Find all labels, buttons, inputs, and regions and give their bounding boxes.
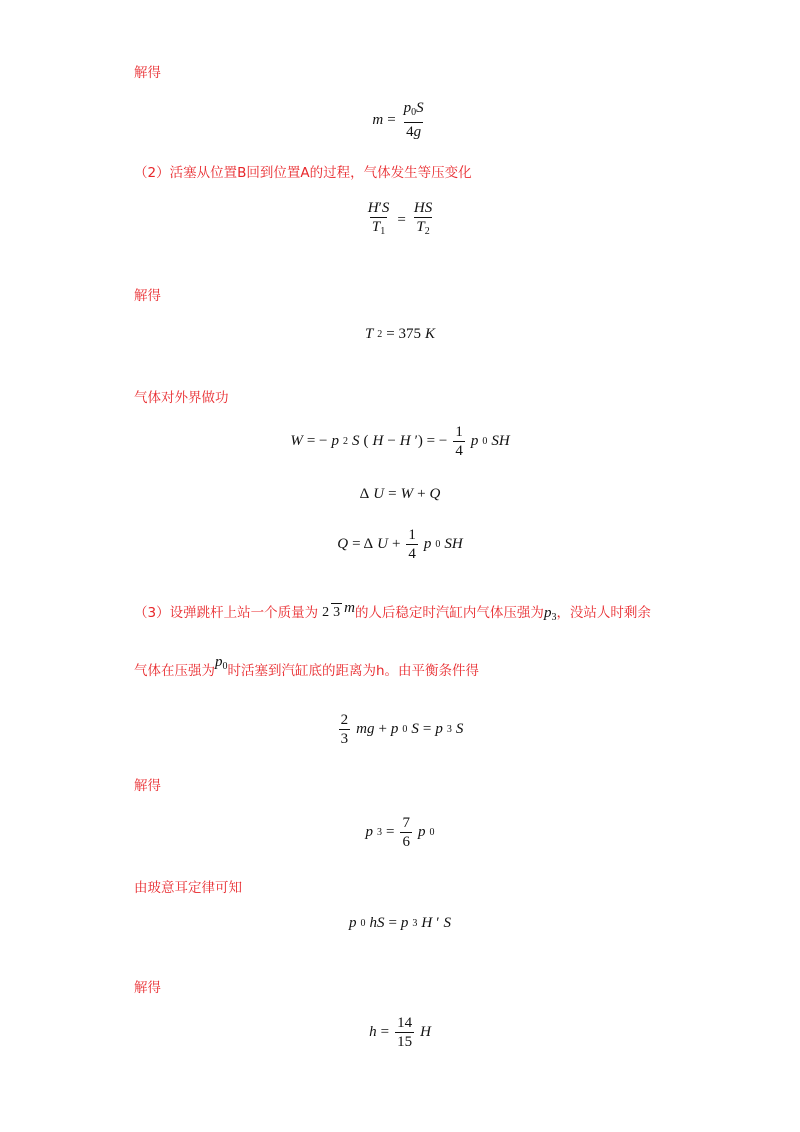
equation-boyle: p 0 hS = p 3 H ′ S (348, 915, 452, 931)
equation-h: h = $\frac{14}{15}$ H (369, 1015, 431, 1050)
text-jiede-3: 解得 (134, 778, 161, 794)
equation-equilibrium: $\frac{2}{3}$ mg + p 0 S = p 3 S (340, 712, 464, 747)
text-part3-a: （3）设弹跳杆上站一个质量为 (134, 604, 319, 621)
text-part3-c: ，没站人时剩余 (556, 604, 651, 621)
text-part3-e: 时活塞到汽缸底的距离为h。由平衡条件得 (227, 663, 480, 679)
text-jiede-2: 解得 (134, 288, 161, 304)
equation-isobaric: $\frac{H'S}{T_1}$ = $\frac{HS}{T_2}$ (0, 200, 800, 240)
text-jiede-4: 解得 (134, 980, 161, 996)
equation-p3: p 3 = $\frac{7}{6}$ p 0 (365, 815, 435, 850)
symbol-m: m (344, 599, 355, 616)
symbol-p3: $p_3$ (543, 605, 557, 623)
text-boyle: 由玻意耳定律可知 (134, 880, 242, 896)
text-part2: （2）活塞从位置B回到位置A的过程，气体发生等压变化 (134, 165, 472, 181)
text-part3-d: 气体在压强为 (134, 663, 215, 679)
equation-heat: Q = Δ U + $\frac{1}{4}$ p 0 SH (337, 527, 463, 562)
text-work: 气体对外界做功 (134, 390, 229, 406)
text-part3-b: 的人后稳定时汽缸内气体压强为 (354, 604, 544, 621)
text-part3-line2 (134, 653, 480, 680)
equation-m: m = $\frac{p_0S}{4g}$ (372, 100, 424, 140)
symbol-p0: $p_0$ (215, 653, 228, 672)
equation-t2: T 2 = 375 K (364, 326, 436, 342)
text-jiede-1: 解得 (134, 65, 161, 81)
fraction-two-thirds: 2 3 (322, 604, 341, 620)
equation-work: W = − p 2 S ( H − H ′) = − $\frac{1}{4}$ p 0 SH (290, 424, 510, 459)
equation-first-law: Δ U = W + Q (359, 486, 441, 502)
text-part3-line1 (134, 598, 651, 627)
